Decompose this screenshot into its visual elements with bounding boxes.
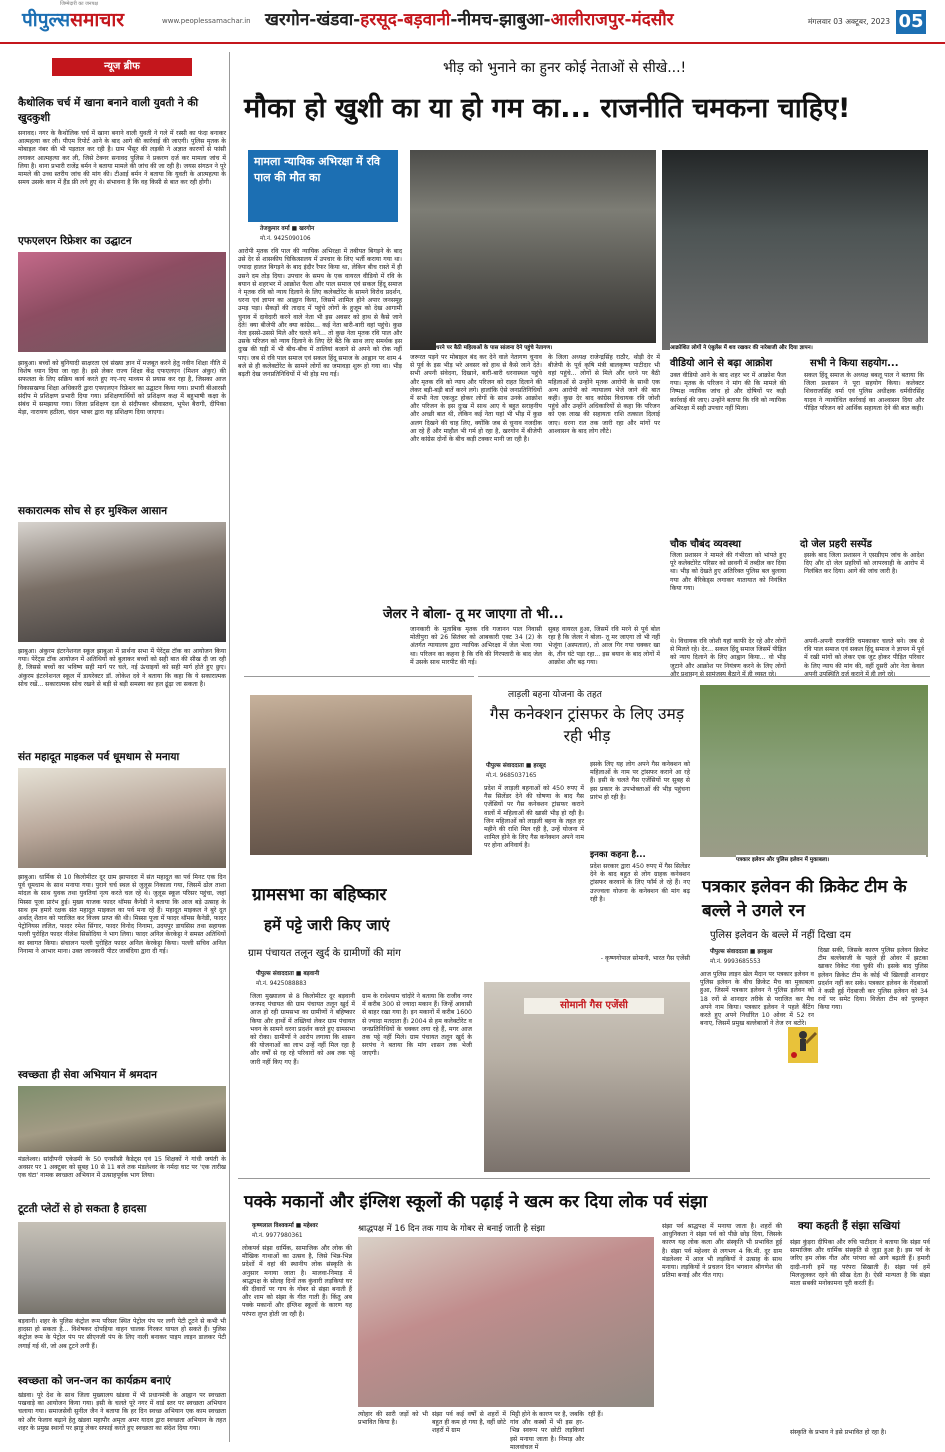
lead-byline: तेजकुमार वर्मा ■ खरगोन xyxy=(260,226,315,232)
cricket-photo xyxy=(700,685,928,857)
region-segment: आलीराजपुर-मंदसौर xyxy=(550,10,674,30)
sanjha-headline: पक्के मकानों और इंग्लिश स्कूलों की पढ़ाई ने खत्म कर दिया लोक पर्व संझा xyxy=(244,1192,708,1212)
cricket-story xyxy=(696,676,930,1176)
gramsabha-col-1: जिला मुख्यालय से 8 किलोमीटर दूर बड़वानी जनपद पंचायत की ग्राम पंचायत तलून खुर्द में आज हो रही ग्रामसभा का ग्रामीणों ने बहिष्कार किया और हाथों में तख्तियां लेकर ग्राम पंचायत भवन के सामने धरना प्रदर्शन करते हुए ग्रामसभा को रोका। ग्रामीणों ने आरोप लगाया कि शासन की योजनाओं का लाभ उन्हें नहीं मिल रहा है और वर्षों से रह रहे परिवारों को अब तक पट्टे जारी नहीं किए गए हैं। xyxy=(250,993,355,1066)
lead-subhead-box xyxy=(248,150,398,222)
sanjha-tail-4: रही हैं। xyxy=(588,1411,604,1418)
lead-col-3: के जिला अध्यक्ष राजेन्द्रसिंह राठौर, थोड़ी देर में बीजेपी के पूर्व कृषि मंत्री बालकृष्ण पाटीदार भी वहां पहुंचे... लोगों से मिले और धरने पर बैठी महिलाओं से उन्होंने मृतक आरोपी के साथी एक अन्य आरोपी को न्यायालय भेजे जाने की बात कही। कुछ देर बाद कांग्रेस विधायक रवि जोशी पहुंचे और उन्होंने अधिकारियों से कहा कि परिजन को एक लाख की सहायता राशि तत्काल दिलाई जाए। धरना रात तक जारी रहा और मांगों पर आश्वासन के बाद लोग लौटे। xyxy=(548,354,660,435)
gramsabha-col-2: ग्राम के राधेश्याम चांदोरे ने बताया कि राजीव नगर में करीब 300 से ज्यादा मकान हैं। जिन्हें आवासी से बाहर रखा गया है। इन मकानों में करीब 1600 से ज्यादा मतदाता हैं। 2004 से हम कलेक्टोरेट व जनप्रतिनिधियों के चक्कर लगा रहे हैं, मगर आज तक पट्टे नहीं मिले। ग्राम पंचायत तलून खुर्द के सरपंच ने बताया कि मांग शासन तक भेजी जाएगी। xyxy=(362,993,472,1058)
lead-subhead: मामला न्यायिक अभिरक्षा में रवि पाल की मौत का xyxy=(254,155,381,184)
lead-photo-2 xyxy=(662,150,928,350)
gramsabha-subhead: ग्राम पंचायत तलून खुर्द के ग्रामीणों की मांग xyxy=(248,948,401,959)
brief-4-photo xyxy=(18,768,226,868)
page-number: 05 xyxy=(896,10,926,34)
lead-quote-col-3: थे। विधायक रवि जोशी यहां काफी देर रहे और लोगों से मिलते रहे। देर... सकल हिंदू समाज जिसमें पीड़ित को न्याय दिलाने के लिए आह्वान किया... वो भीड़ जुटाने और आक्रोश पर नियंत्रण करने के लिए लोगों और प्रशासन से सामंजस्य बैठाने में ही व्यस्त रहे। xyxy=(670,638,786,678)
brief-2-photo xyxy=(18,252,226,352)
gas-agency-signboard: सोमानी गैस एजेंसी xyxy=(524,998,664,1014)
sanjha-tail-3: मिट्टी होने के कारण पर है, जबकि गांव और कस्बों में भी इस हर-भिन्न स्वरूप पर छोटी लड़कियां इसे मनाया जाता है। निमाड़ और मालवांचल में xyxy=(510,1411,584,1451)
brief-4-text: झाबुआ। धार्मिक से 10 किलोमीटर दूर ग्राम झापादरा में संत महादूत का पर्व मिनट एक दिन पूर्व धूमधाम के साथ मनाया गया। पुराने चर्च स्थल से जुलूस निकाला गया, जिसमें ढोल ताशा मांदल के साथ युवक तथा युवतियां नृत्य करते चल रहे थे। जुलूस स्कूल परिसर पहुंचा, जहां मिस्सा पूजा प्रारंभ हुई। मुख्य याजक फादर थॉमस कैनेडी ने बताया कि आज बड़े उत्साह के साथ हम हमारे रक्षक संत महादूत माइकल का पर्व मना रहे हैं। महादूत माइकल ने बुरे दूत अर्थात् शैतान को पराजित कर विजय प्राप्त की थी। मिस्सा पूजा में फादर थॉमस कैनेडी, फादर पेट्रोनियस ललित, फादर रमेश सिंगार, फादर विनोद निनामा, उदयपुर डायसिस तथा सहायक पल्ली पुरोहित फादर नीलेश सिसोदिया ने भाग लिया। फादर अनिल केरकेट्टा ने समस्त अतिथियों का स्वागत किया। संचालन पल्ली पुरोहित फादर अनिल केरकेट्टा किया। पल्ली सचिव अनिल निनामा ने आभार माना। उक्त जानकारी पीटर जाबंदिया द्वारा दी गई। xyxy=(18,874,226,955)
sanjha-byline: कृष्णलाल विश्वकर्मा ■ महेश्वर xyxy=(252,1223,318,1229)
lead-quote-col-2: सुबह वायरल हुआ, जिसमें रवि मरने से पूर्व बोल रहा है कि जेलर ने बोला- तू मर जाएगा तो भी नहीं भेजूंगा (अस्पताल), तो आज गिर गया चक्कर खा के, तीन घंटे पड़ा रहा... इस बयान के बाद लोगों में आक्रोश और बढ़ गया। xyxy=(548,626,660,666)
gas-kicker: लाड़ली बहना योजना के तहत xyxy=(508,690,602,700)
lead-quote-col-4: अपनी-अपनी राजनीति चमकाकर चलते बने। जब से रवि पाल समाज एवं सकल हिंदू समाज ने ज्ञापन में पूर्व में रखी मांगों को लेकर एक जुट होकर पीड़ित परिवार के लिए न्याय की मांग की, वहीं दूसरी ओर नेता केवल अपनी उपस्थिति दर्ज कराने में ही लगे रहे। xyxy=(804,638,924,678)
sanjha-story xyxy=(238,1178,930,1451)
gramsabha-story xyxy=(244,676,474,1176)
cricket-subhead: पुलिस इलेवन के बल्ले में नहीं दिखा दम xyxy=(710,930,851,941)
masthead xyxy=(0,0,945,44)
cricket-icon xyxy=(788,1027,818,1063)
sanjha-mobile: मो.नं. 9977980361 xyxy=(252,1233,303,1239)
lead-story xyxy=(238,52,928,678)
sanjha-kicker: श्राद्धपक्ष में 16 दिन तक गाय के गोबर से बनाई जाती है संझा xyxy=(358,1224,545,1234)
gas-text-1: प्रदेश में लाड़ली बहनाओं को 450 रुपए में गैस सिलेंडर देने की घोषणा के बाद गैस एजेंसियों पर गैस कनेक्शन ट्रांसफर कराने वालों में महिलाओं की खासी भीड़ हो रही है। जिन महिलाओं को लाड़ली बहना के तहत हर महीने की राशि मिल रही है, उन्हें योजना में शामिल होने के लिए गैस कनेक्शन अपने नाम पर होना अनिवार्य है। xyxy=(484,785,584,850)
cricket-caption: पत्रकार इलेवन और पुलिस इलेवन में मुकाबला। xyxy=(736,855,926,863)
lead-box-2-title: वीडियो आने से बढ़ा आक्रोश xyxy=(670,358,773,369)
lead-caption-1: धरने पर बैठी महिलाओं के पास सांत्वना देने पहुंचे नेतागण। xyxy=(436,343,656,351)
lead-box-5-text: इसके बाद जिला प्रशासन ने एसडीएम जांच के आदेश दिए और दो जेल प्रहरियों को लापरवाही के आरोप में निलंबित कर दिया। आगे की जांच जारी है। xyxy=(804,552,924,576)
lead-col-2: जरूरत पड़ने पर मोबाइल बंद कर देने वाले नेतागण चुनाव से पूर्व के इस भीड़ भरे अवसर को हाथ से कैसे जाने देते। सभी अपनी संवेदना, दिखाने, बारी-बारी धरनास्थल पहुंचे और मृतक रवि को न्याय और परिजन को राहत दिलाने की लेकर बड़ी-बड़ी बातें करने लगे। हालांकि ऐसे जनप्रतिनिधियों में सभी नेता एकजुट होकर लोगों के साथ उनके आक्रोश और परिजन के इस दुःख में साथ आए ये बहुत सराहनीय और अच्छी बात थी, लेकिन कई नेता यहां भी भीड़ में कुछ अलग दिखने की चाह लिए, क्योंकि जब से चुनाव नजदीक आ रहे हैं और माहौल भी गर्म हो रहा है, खरगोन में बीजेपी और कांग्रेस दोनों के बीच कड़ी टक्कर मानी जा रही है। xyxy=(410,354,542,444)
cricket-col-2: दिखा सकी, जिसके कारण पुलिस इलेवन क्रिकेट टीम बल्लेबाजी के पहले ही ओवर में झटका खाकर विकेट गंवा चुकी थी। इसके बाद पुलिस इलेवन क्रिकेट टीम के कोई भी खिलाड़ी शानदार प्रदर्शन नहीं कर सके। पत्रकार इलेवन के गेंदबाजों ने कसी हुई गेंदबाजी कर पुलिस इलेवन को 34 रनों पर समेट दिया। विजेता टीम को पुरस्कृत किया गया। xyxy=(818,947,928,1012)
issue-date: मंगलवार 03 अक्टूबर, 2023 xyxy=(807,17,890,26)
region-segment: हरसूद-बड़वानी xyxy=(360,10,451,30)
brief-6-photo xyxy=(18,1222,226,1314)
gramsabha-mobile: मो.नं. 9425088883 xyxy=(256,981,307,987)
brief-7-title: स्वच्छता को जन-जन का कार्यक्रम बनाएं xyxy=(18,1375,171,1387)
lead-kicker: भीड़ को भुनाने का हुनर कोई नेताओं से सीखे...! xyxy=(443,60,687,76)
brief-6-title: टूटती प्लेटों से हो सकता है हादसा xyxy=(18,1203,147,1215)
sanjha-box-title: क्या कहती हैं संझा सखियां xyxy=(798,1220,900,1232)
lead-box-2-text: उक्त वीडियो आने के बाद शहर भर में आक्रोश फैल गया। मृतक के परिजन ने मांग की कि मामले की निष्पक्ष न्यायिक जांच हो और दोषियों पर कड़ी कार्रवाई की जाए। उन्होंने बताया कि रवि को न्यायिक अभिरक्षा में सही उपचार नहीं मिला। xyxy=(670,372,786,412)
gas-mobile: मो.नं. 9685037165 xyxy=(486,773,537,779)
logo-part1: पीपुल्स xyxy=(22,9,71,31)
brief-1-title: कैथोलिक चर्च में खाना बनाने वाली युवती ने की खुदकुशी xyxy=(18,97,199,124)
brief-3-title: सकारात्मक सोच से हर मुश्किल आसान xyxy=(18,505,168,517)
news-brief-label: न्यूज ब्रीफ xyxy=(52,58,192,76)
gas-story xyxy=(478,676,692,1176)
gas-headline: गैस कनेक्शन ट्रांसफर के लिए उमड़ रही भीड़ xyxy=(489,705,685,745)
tagline: जिम्मेदारी का जनपक्ष xyxy=(60,1,99,7)
brief-2-title: एफएलएन रिफ्रेशर का उद्घाटन xyxy=(18,235,132,247)
logo xyxy=(22,6,162,34)
cricket-headline: पत्रकार इलेवन की क्रिकेट टीम के बल्ले ने उगले रन xyxy=(702,877,907,921)
lead-box-3-text: सकल हिंदू समाज के अध्यक्ष बबलू पाल ने बताया कि जिला प्रशासन ने पूरा सहयोग किया। कलेक्टर शिवराजसिंह वर्मा एवं पुलिस अधीक्षक धर्मवीरसिंह यादव ने न्यायोचित कार्रवाई का आश्वासन दिया और पीड़ित परिजन को आर्थिक सहायता देने की बात कही। xyxy=(804,372,924,412)
lead-box-5-title: दो जेल प्रहरी सस्पेंड xyxy=(800,539,872,550)
logo-part2: समाचार xyxy=(70,9,125,31)
lead-box-4-text: जिला प्रशासन ने मामले की गंभीरता को भांपते हुए पूरे कलेक्टोरेट परिसर को छावनी में तब्दील कर दिया था। भीड़ को देखते हुए अतिरिक्त पुलिस बल बुलाया गया और बैरिकेड्स लगाकर यातायात को नियंत्रित किया गया। xyxy=(670,552,786,592)
gas-quote-author: - कृष्णगोपाल सोमानी, भारत गैस एजेंसी xyxy=(600,955,690,962)
brief-7-text: खंडवा। पूरे देश के साथ जिला मुख्यालय खंडवा में भी प्रधानमंत्री के आह्वान पर स्वच्छता पखवाड़े का आयोजन किया गया। इसी के चलते पूरे नगर में वार्ड स्तर पर स्वच्छता अभियान चलाया गया। समाजसेवी सुनील जैन ने बताया कि हर दिन स्वच्छ अभियान एक काम स्वच्छता को और फेलाव बढ़ाने हेतु खंडवा महापौर अमृता अमर यादव द्वारा स्वच्छता अभियान के तहत शहर के प्रमुख स्थानों पर झाड़ू लेकर सफाई करते हुए स्वच्छता का संदेश दिया गया। xyxy=(18,1392,226,1432)
brief-5-photo xyxy=(18,1086,226,1152)
gas-quote: प्रदेश सरकार द्वारा 450 रुपए में गैस सिलेंडर देने के बाद बहुत से लोग ग्राहक कनेक्शन ट्रांसफर करवाने के लिए फॉर्म ले रहे हैं। नए उज्ज्वला योजना के कनेक्शन की मांग बढ़ रही है। xyxy=(590,863,690,903)
gramsabha-headline-1: ग्रामसभा का बहिष्कार xyxy=(252,885,387,905)
sanjha-tail-2: संझा पर्व कई वर्षों से शहरों में बहुत ही कम हो गया है, वहीं छोटे शहरों में ग्राम xyxy=(432,1411,506,1435)
gas-byline: पीपुल्स संवाददाता ■ हरसूद xyxy=(486,763,546,769)
sanjha-col-1: लोकपर्व संझा धार्मिक, सामाजिक और लोक की मौखिक गाथाओं का उत्सव है, जिसे भिन्न-भिन्न प्रदेशों में वहां की स्थानीय लोक संस्कृति के अनुसार मनाया जाता है। मालवा-निमाड़ में श्राद्धपक्ष के सोलह दिनों तक कुंवारी लड़कियां घर की दीवारों पर गाय के गोबर से संझा बनाती हैं और शाम को संझा के गीत गाती हैं। किंतु अब पक्के मकानों और इंग्लिश स्कूलों के कारण यह परंपरा लुप्त होती जा रही है। xyxy=(242,1245,352,1318)
lead-headline: मौका हो खुशी का या हो गम का... राजनीति चमकना चाहिए! xyxy=(244,93,851,124)
sanjha-tail-1: त्योहार की सारी जड़ों को भी प्रभावित किया है। xyxy=(358,1411,428,1427)
sanjha-col-2: संझा पर्व श्राद्धपक्ष में मनाया जाता है। शहरों की आधुनिकता ने संझा पर्व को पीछे छोड़ दिया, जिसके कारण यह लोक कला और संस्कृति भी प्रभावित हुई है। संझा पर्व महेश्वर से लगभग 4 कि.मी. दूर ग्राम मंडलेश्वर में आज भी लड़कियों ने उत्साह के साथ मनाया। लड़कियों ने प्रचलन दिन भगवान श्रीगणेश की प्रतिमा बनाई और गीत गाए। xyxy=(662,1223,782,1280)
cricket-mobile: मो.नं. 9993685553 xyxy=(710,959,761,965)
region-segment: खरगोन-खंडवा- xyxy=(265,10,361,30)
news-brief-sidebar xyxy=(18,52,230,1442)
brief-2-text: झाबुआ। बच्चों को बुनियादी साक्षरता एवं संख्या ज्ञान में मजबूत करने हेतु नवीन शिक्षा नीति में विशेष ध्यान दिया जा रहा है। इसे लेकर राज्य शिक्षा केंद्र एफएलएन (मिशन अंकुर) की सफलता के लिए सक्रिय कार्य करते हुए नए-नए माध्यम से प्रयास कर रहा है, जिसका आज विकासखण्ड शिक्षा अधिकारी द्वारा एफएलएन रिफ्रेशर का उद्घाटन किया गया। प्रभारी बीआरसी संदीप मे प्रशिक्षण प्रभारी दिया गया। प्रशिक्षणार्थियों को प्रशिक्षण कक्ष में बहुभाषी कक्षा के संबंध में समझाया गया। जिला प्रशिक्षण दल से संदीपकर श्रीवास्तव, भूपेश बैरागी, दीपिका मेड़ा, नारायण हठीला, चंदन भाबर द्वारा यह प्रशिक्षण दिया जाएगा। xyxy=(18,360,226,417)
sanjha-tail-5: संस्कृति के प्रभाव ने इसे प्रभावित हो रहा है। xyxy=(790,1429,887,1436)
brief-1-text: सनावद। नगर के कैथोलिक चर्च में खाना बनाने वाली युवती ने गले में रस्सी का फंदा बनाकर आत्महत्या कर ली। पीएम रिपोर्ट आने के बाद आगे की कार्रवाई की जाएगी। पुलिस मृतक के मोबाइल नंबर की भी पड़ताल कर रही है। ग्राम भैंसूर की लड़की ने अज्ञात कारणों से फांसी लगाकर आत्महत्या कर ली, जिसे टेक्नर सनावद पुलिस ने प्रकरण दर्ज कर मामला जांच में लिया है। थाना प्रभारी राजेंद्र बर्मन ने बताया मामले की जांच की जा रही है। जयस संगठन ने पूरे मामले की उच्च स्तरीय जांच की मांग की। टीआई बर्मन ने बताया कि युवती के आत्महत्या के समय उसके कान में हैंड फ्री लगे हुए थे। संभावना है कि वह किसी से बात कर रही होगी। xyxy=(18,130,226,187)
lead-caption-2: आक्रोशित लोगों ने एंबुलेंस में शव रखकर की नारेबाजी और दिया ज्ञापन। xyxy=(670,343,928,351)
brief-3-photo xyxy=(18,522,226,642)
gas-agency-photo xyxy=(484,982,690,1172)
brief-5-title: स्वच्छता ही सेवा अभियान में श्रमदान xyxy=(18,1069,157,1081)
lead-box-4-title: चौक चौबंद व्यवस्था xyxy=(670,539,741,550)
gramsabha-byline: पीपुल्स संवाददाता ■ बड़वानी xyxy=(256,971,320,977)
gas-sub-heading: इनका कहना है... xyxy=(590,850,646,860)
sanjha-col-3: संझा कुंड़रा दीपिका और रुचि पाटीदार ने बताया कि संझा पर्व सामाजिक और धार्मिक संस्कृति से जुड़ा हुआ है। इस पर्व के जरिए हम लोक गीत और परंपरा को आगे बढ़ाती हैं। हमारी दादी-नानी हमें यह परंपरा सिखाती हैं। संझा पर्व हमें मिलजुलकर रहने की सीख देता है। ऐसी मान्यता है कि संझा माता सबकी मनोकामना पूरी करती हैं। xyxy=(790,1239,930,1288)
region-strip xyxy=(265,4,745,36)
lead-quote-col-1: जानकारी के मुताबिक मृतक रवि गजानन पाल निवासी मोतीपुरा को 26 सितंबर को आबकारी एक्ट 34 (2) के अंतर्गत न्यायालय द्वारा न्यायिक अभिरक्षा में जेल भेजा गया था। परिजन का कहना है कि रवि की गिरफ्तारी के बाद जेल में उसके साथ मारपीट की गई। xyxy=(410,626,542,666)
brief-5-text: मंडलेश्वर। सांदीपनी एकेडमी के 50 एनसीसी कैडेट्स एवं 15 शिक्षकों ने गांधी जयंती के अवसर पर 1 अक्टूबर को सुबह 10 से 11 बजे तक मंडलेश्वर के नर्मदा घाट पर 'एक तारीख एक घंटा' नामक स्वच्छता अभियान में उत्साहपूर्वक भाग लिया। xyxy=(18,1156,226,1180)
lead-col-1: आरोपी मृतक रवि पाल की न्यायिक अभिरक्षा में तबीयत बिगड़ने के बाद उसे देर से शासकीय चिकित्सालय में उपचार के लिए भर्ती कराया गया था। ज्यादा हालत बिगड़ने के बाद इंदौर रैफर किया था, लेकिन बीच रास्ते में ही उसने दम तोड़ दिया। उपचार के समय के एक वायरल वीडियो में रवि के बयान से शहरभर में आक्रोश फैला और पाल समाज एवं सकल हिंदू समाज ने मृतक रवि को न्याय दिलाने के लिए कलेक्टोरेट के सामने विरोध प्रदर्शन, धरना एवं ज्ञापन का आह्वान किया, जिसमें शामिल होने अपार जनसमूह उमड़ पड़ा। सैकड़ों की तादाद में पहुंचे लोगों के हुजूम को देख आगामी चुनाव में दावेदारी करने वाले नेता भी इस अवसर को हाथ से कैसे जाने देते! क्या बीजेपी और क्या कांग्रेस... कई नेता बारी-बारी वहां पहुंचे। कुछ नेता इससे-उससे मिले और चलते बने... तो कुछ नेता मृतक रवि पाल और उसके परिजन को न्याय दिलाने के लिए देरे बैठे कि साथ लाए समर्थक इस दुःख की घड़ी में भी बीच-बीच में तालियां बजाने से अपने को रोक नहीं पाए। जब से रवि पाल समाज एवं सकल हिंदू समाज के आह्वान पर शाम 4 बजे से ही कलेक्टोरेट के सामने लोगों का जमावड़ा शुरू हो गया था। भीड़ बढ़ती देख जनप्रतिनिधियों में भी होड़ मच गई। xyxy=(238,248,402,379)
lead-mobile: मो.नं. 9425090106 xyxy=(260,236,311,242)
gas-text-2: इसके लिए यह लोग अपने गैस कनेक्शन को महिलाओं के नाम पर ट्रांसफर कराने आ रहे हैं। इसी के चलते गैस एजेंसियों पर सुबह से इस प्रकार के उपभोक्ताओं की भीड़ पहुंचना प्रारंभ हो रही है। xyxy=(590,761,690,801)
cricket-col-1: आज पुलिस लाइन खेल मैदान पर पत्रकार इलेवन व पुलिस इलेवन के बीच क्रिकेट मैच का मुकाबला हुआ, जिसमें पत्रकार इलेवन ने पुलिस इलेवन को 18 रनों से शानदार तरीके से पराजित कर मैच अपने नाम किया। पत्रकार इलेवन ने पहले बैटिंग करते हुए अपने निर्धारित 10 ओवर में 52 रन बनाए, जिसमें प्रमुख बल्लेबाजों ने तेज रन बटोरे। xyxy=(700,971,814,1028)
brief-3-text: झाबुआ। अंकुरम इंटरनेशनल स्कूल झाबुआ में प्रार्थना सभा में पेरेंट्स टॉक का आयोजन किया गया। पेरेंट्स टॉक आयोजन में अतिथियों को बुलाकर बच्चों को सही बात की सीख दी जा रही है, जिससे बच्चों का भविष्य सही मार्ग पर चले, नई ऊंचाइयों को सही मार्ग होते हुए छुए। अंकुरम इंटरनेशनल स्कूल में डायरेक्टर डॉ. लोकेश दवे ने बताया कि कहा कि ये सकारात्मक सोच रखें... सकारात्मक सोच रखने से बड़ी से बड़ी समस्या का हल ढूंढ़ा जा सकता है। xyxy=(18,648,226,688)
lead-box-3-title: सभी ने किया सहयोग... xyxy=(810,358,899,369)
sanjha-photo xyxy=(358,1237,654,1407)
gramsabha-headline-2: हमें पट्टे जारी किए जाएं xyxy=(264,916,390,934)
gramsabha-photo xyxy=(250,695,472,855)
lead-photo-1 xyxy=(410,150,656,350)
website-url[interactable]: www.peoplessamachar.in xyxy=(162,17,251,25)
brief-4-title: संत महादूत माइकल पर्व धूमधाम से मनाया xyxy=(18,751,180,763)
brief-6-text: बड़वानी। शहर के पुलिस कंट्रोल रूम परिसर स्थित पेट्रोल पंप पर लगी पेटी टूटने से कभी भी हादसा हो सकता है... विशेषकर दोपहिया वाहन चालक गिरकर घायल हो सकते हैं। पुलिस कंट्रोल रूम के पेट्रोल पंप पर सीएनजी पंप के लिए नाली बनाकर पाइप लाइन डालकर पेटी लगाई गई थी, जो अब टूटने लगी हैं। xyxy=(18,1318,226,1350)
region-segment: -नीमच-झाबुआ- xyxy=(450,10,551,30)
cricket-byline: पीपुल्स संवाददाता ■ झाबुआ xyxy=(710,949,773,955)
lead-quote-title: जेलर ने बोला- तू मर जाएगा तो भी... xyxy=(383,607,564,622)
